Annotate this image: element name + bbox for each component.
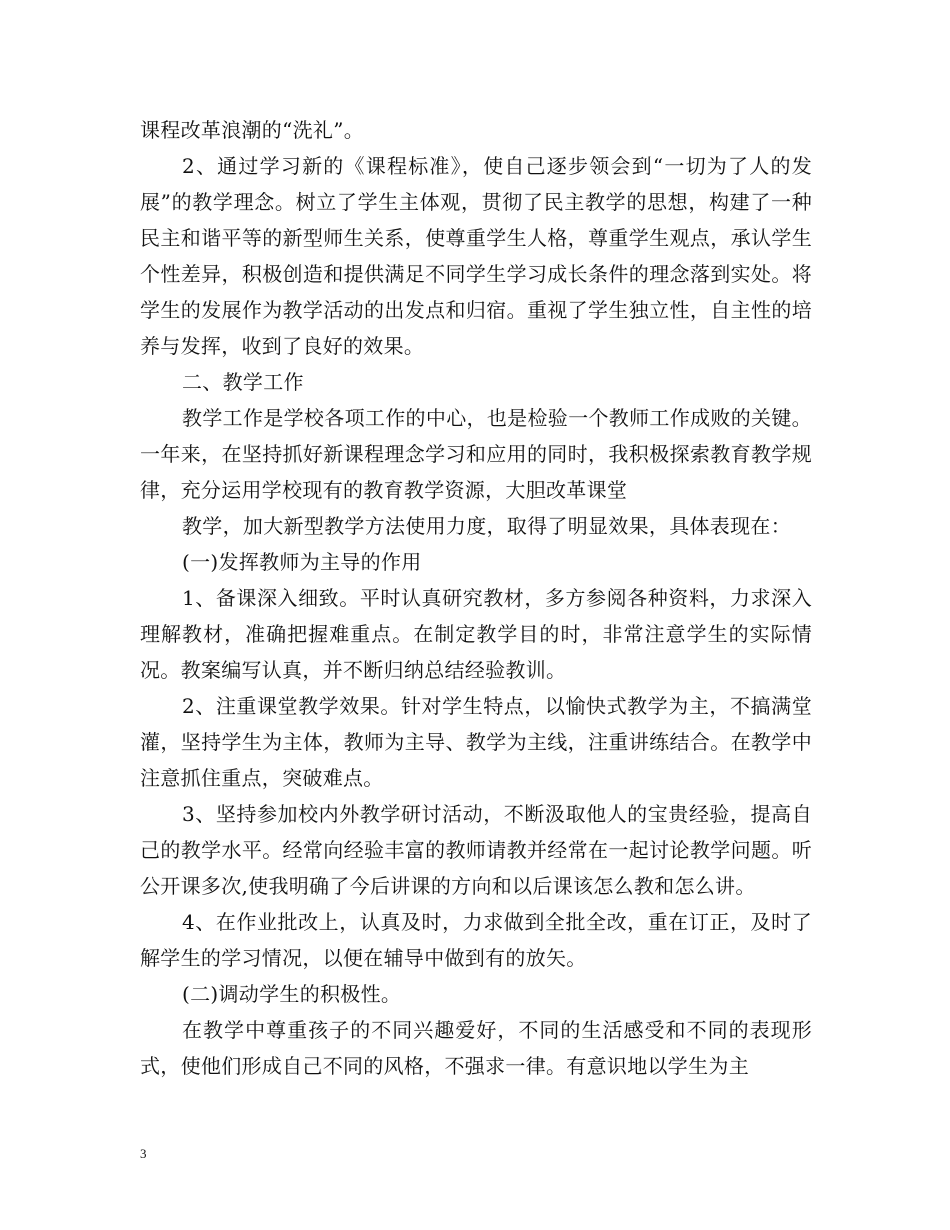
paragraph-6: 2、注重课堂教学效果。针对学生特点，以愉快式教学为主，不搞满堂灌，坚持学生为主体，教师为主导、教学为主线，注重讲练结合。在教学中注意抓住重点，突破难点。 <box>140 694 812 790</box>
paragraph-2: 2、通过学习新的《课程标准》，使自己逐步领会到“一切为了人的发展”的教学理念。树立了学生主体观，贯彻了民主教学的思想，构建了一种民主和谐平等的新型师生关系，使尊重学生人格，尊重学生观点，承认学生个性差异，积极创造和提供满足不同学生学习成长条件的理念落到实处。将学生的发展作为教学活动的出发点和归宿。重视了学生独立性，自主性的培养与发挥，收到了良好的效果。 <box>140 154 812 358</box>
section-heading-teaching-work: 二、教学工作 <box>182 370 304 394</box>
paragraph-5: 1、备课深入细致。平时认真研究教材，多方参阅各种资料，力求深入理解教材，准确把握难重点。在制定教学目的时，非常注意学生的实际情况。教案编写认真，并不断归纳总结经验教训。 <box>140 586 812 682</box>
paragraph-7: 3、坚持参加校内外教学研讨活动，不断汲取他人的宝贵经验，提高自己的教学水平。经常向经验丰富的教师请教并经常在一起讨论教学问题。听公开课多次,使我明确了今后讲课的方向和以后课该怎么教和怎么讲。 <box>140 802 812 898</box>
paragraph-9: 在教学中尊重孩子的不同兴趣爱好，不同的生活感受和不同的表现形式，使他们形成自己不同的风格，不强求一律。有意识地以学生为主 <box>140 1018 812 1078</box>
paragraph-3: 教学工作是学校各项工作的中心，也是检验一个教师工作成败的关键。一年来，在坚持抓好新课程理念学习和应用的同时，我积极探索教育教学规律，充分运用学校现有的教育教学资源，大胆改革课堂 <box>140 406 812 502</box>
paragraph-8: 4、在作业批改上，认真及时，力求做到全批全改，重在订正，及时了解学生的学习情况，以便在辅导中做到有的放矢。 <box>140 910 812 970</box>
paragraph-4: 教学，加大新型教学方法使用力度，取得了明显效果，具体表现在： <box>182 514 791 538</box>
document-body <box>140 112 812 1084</box>
subheading-student-motivation: (二)调动学生的积极性。 <box>182 982 402 1006</box>
page-number: 3 <box>140 1146 147 1161</box>
paragraph-1: 课程改革浪潮的“洗礼”。 <box>140 118 365 142</box>
subheading-teacher-role: (一)发挥教师为主导的作用 <box>182 550 422 574</box>
